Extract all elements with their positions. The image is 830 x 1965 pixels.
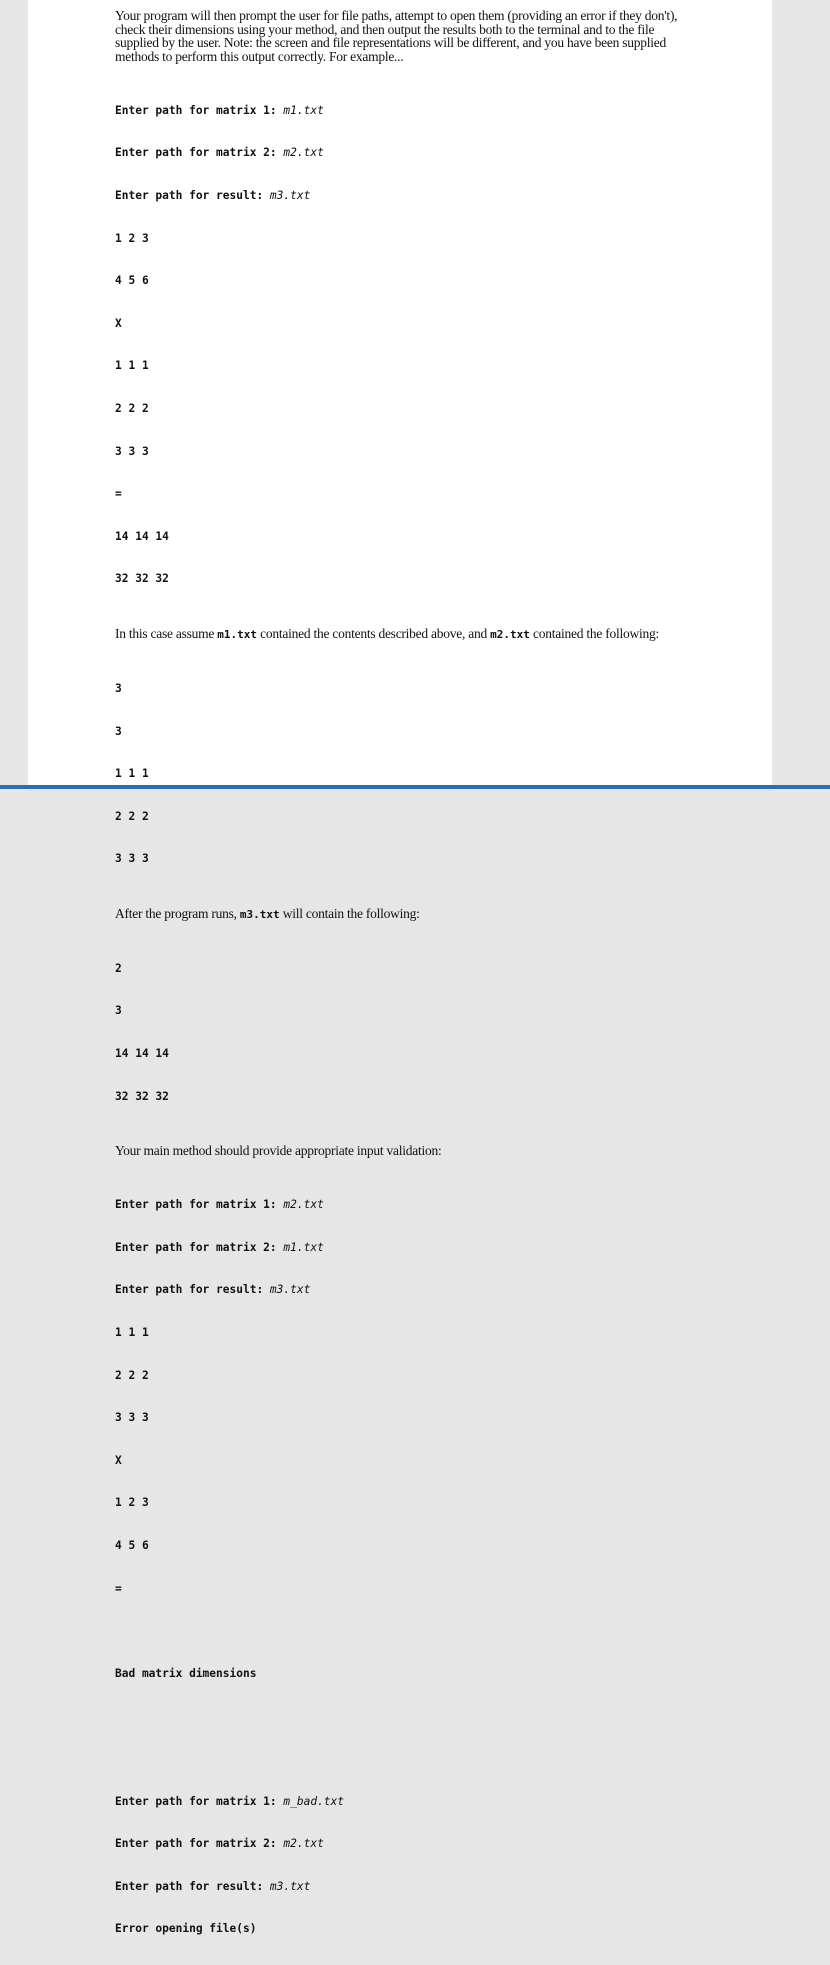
- file-line: 2 2 2: [115, 809, 149, 823]
- example2-prompt-line-3: Enter path for result: m3.txt: [115, 1283, 311, 1297]
- file-line: 14 14 14: [115, 1047, 169, 1061]
- inline-code-m3: m3.txt: [239, 907, 280, 921]
- paragraph-m3-contents: After the program runs, m3.txt will contain the following:: [115, 905, 420, 921]
- example2-output-line: X: [115, 1453, 122, 1467]
- example3-prompt-line-2: Enter path for matrix 2: m2.txt: [115, 1837, 324, 1851]
- inline-code-m2: m2.txt: [490, 627, 530, 641]
- example2-output-line: =: [115, 1581, 122, 1595]
- example1-output-line: 32 32 32: [115, 572, 169, 586]
- example3-error-message: Error opening file(s): [115, 1922, 257, 1936]
- document-content: [115, 9, 695, 1965]
- example1-output-line: 3 3 3: [115, 444, 149, 458]
- example2-output-line: 4 5 6: [115, 1539, 149, 1552]
- example1-terminal: [115, 75, 695, 615]
- m2-file-contents: [115, 654, 695, 895]
- paragraph-validation: Your main method should provide appropriate input validation:: [115, 1143, 442, 1159]
- example2-output-line: 1 1 1: [115, 1326, 149, 1340]
- example1-prompt-line-3: Enter path for result: m3.txt: [115, 188, 311, 202]
- example2-terminal: [115, 1170, 695, 1965]
- example2-output-line: 1 2 3: [115, 1496, 149, 1510]
- file-line: 32 32 32: [115, 1089, 169, 1103]
- inline-code-m1: m1.txt: [217, 627, 257, 641]
- file-line: 3: [115, 681, 122, 695]
- example2-prompt-line-2: Enter path for matrix 2: m1.txt: [115, 1240, 324, 1254]
- intro-paragraph: Your program will then prompt the user for file paths, attempt to open them (providing an error if they don't), check their dimensions using your method, and then output the results both to the terminal and to the file supplied by the user. Note: the screen and file representations will be different, and you have been supplied methods to perform this output correctly. For example...: [115, 8, 678, 64]
- example2-error-message: Bad matrix dimensions: [115, 1666, 257, 1680]
- file-line: 3 3 3: [115, 852, 149, 866]
- example1-output-line: 4 5 6: [115, 274, 149, 288]
- example2-prompt-line-1: Enter path for matrix 1: m2.txt: [115, 1198, 324, 1212]
- m3-file-contents: [115, 933, 695, 1132]
- paragraph-m2-contents: In this case assume m1.txt contained the contents described above, and m2.txt contained the following:: [115, 625, 659, 641]
- example1-output-line: 1 1 1: [115, 359, 149, 373]
- document-page: [28, 0, 772, 1936]
- example1-output-line: 14 14 14: [115, 529, 169, 543]
- example1-output-line: 2 2 2: [115, 401, 149, 415]
- example1-prompt-line-1: Enter path for matrix 1: m1.txt: [115, 103, 324, 117]
- example1-prompt-line-2: Enter path for matrix 2: m2.txt: [115, 146, 324, 160]
- file-line: 3: [115, 724, 122, 738]
- example2-output-line: 3 3 3: [115, 1411, 149, 1425]
- example1-output-line: X: [115, 316, 122, 330]
- file-line: 3: [115, 1004, 122, 1018]
- example3-prompt-line-1: Enter path for matrix 1: m_bad.txt: [115, 1794, 345, 1808]
- example1-output-line: =: [115, 487, 122, 501]
- example2-output-line: 2 2 2: [115, 1368, 149, 1382]
- file-line: 2: [115, 961, 122, 975]
- example1-output-line: 1 2 3: [115, 231, 149, 245]
- example3-prompt-line-3: Enter path for result: m3.txt: [115, 1879, 311, 1893]
- bottom-border-line: [0, 785, 830, 789]
- file-line: 1 1 1: [115, 767, 149, 781]
